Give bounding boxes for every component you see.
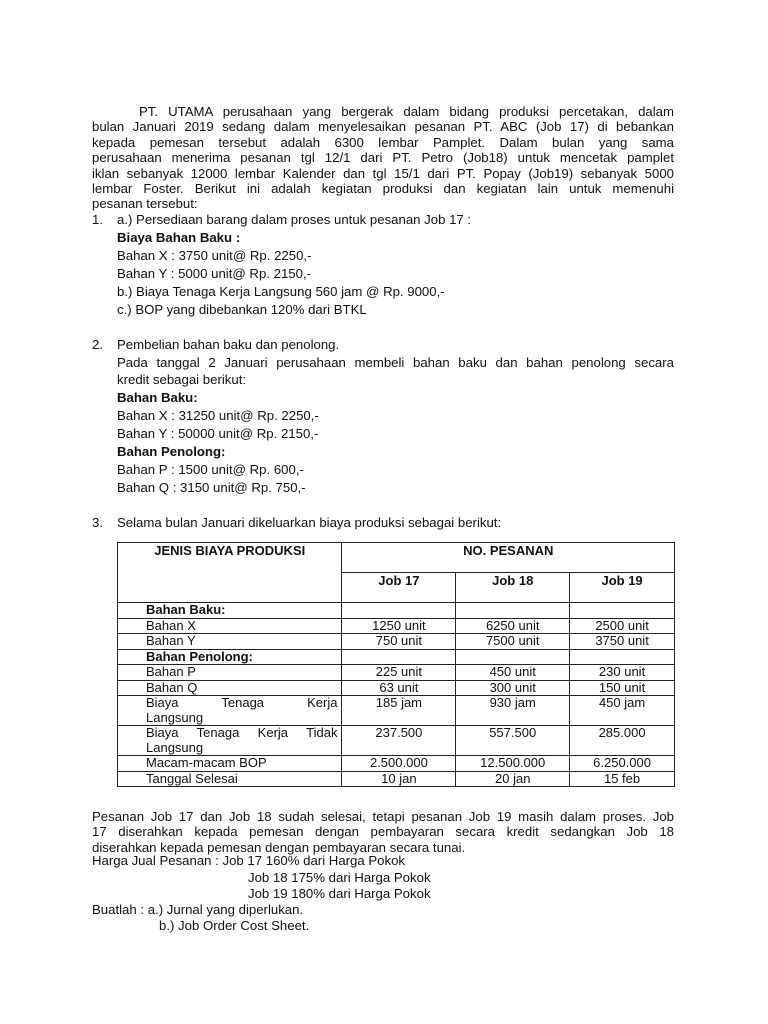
closing-line: 17 diserahkan kepada pemesan dengan pembayaran secara kredit sedangkan Job 18 — [92, 824, 674, 840]
jenis-biaya-header — [118, 543, 342, 603]
row-label-line: Biaya Tenaga Kerja — [146, 695, 338, 710]
row-label: Macam-macam BOP — [118, 756, 342, 772]
closing-line: Pesanan Job 17 dan Job 18 sudah selesai, tetapi pesanan Job 19 masih dalam proses. Job — [92, 809, 674, 824]
item2-bahan-y: Bahan Y : 50000 unit@ Rp. 2150,- — [117, 426, 319, 441]
item2-title: Pembelian bahan baku dan penolong. — [117, 337, 340, 352]
cell-value: 20 jan — [456, 771, 570, 787]
item3-title: Selama bulan Januari dikeluarkan biaya produksi sebagai berikut: — [117, 515, 502, 530]
cell-value: 2500 unit — [570, 618, 675, 634]
cell-value: 12.500.000 — [456, 756, 570, 772]
closing-paragraph — [92, 809, 674, 855]
cell-value: 237.500 — [342, 726, 456, 756]
intro-line: bulan Januari 2019 sedang dalam menyelesaikan pesanan PT. ABC (Job 17) di bebankan — [92, 119, 674, 135]
row-label: Bahan Baku: — [118, 603, 342, 619]
cell-value: 6250 unit — [456, 618, 570, 634]
table-row — [118, 603, 675, 619]
job-header: Job 19 — [570, 573, 675, 603]
harga-jual-line-1: Harga Jual Pesanan : Job 17 160% dari Harga Pokok — [92, 853, 406, 868]
no-pesanan-label: NO. PESANAN — [463, 543, 554, 558]
item1-bahan-y: Bahan Y : 5000 unit@ Rp. 2150,- — [117, 266, 312, 281]
intro-paragraph — [92, 104, 674, 212]
item2-heading-baku: Bahan Baku: — [117, 390, 198, 405]
row-label: Bahan P — [118, 665, 342, 681]
no-pesanan-header — [342, 543, 675, 573]
row-label: Bahan X — [118, 618, 342, 634]
table-row — [118, 680, 675, 696]
harga-jual-line-3: Job 19 180% dari Harga Pokok — [248, 886, 431, 901]
buatlah-line-b: b.) Job Order Cost Sheet. — [159, 918, 310, 933]
cell-value: 557.500 — [456, 726, 570, 756]
cell-value: 930 jam — [456, 696, 570, 726]
row-label: Bahan Y — [118, 634, 342, 650]
cell-value: 300 unit — [456, 680, 570, 696]
cell-value: 225 unit — [342, 665, 456, 681]
cell-value: 2.500.000 — [342, 756, 456, 772]
intro-line: PT. UTAMA perusahaan yang bergerak dalam bidang produksi percetakan, dalam — [139, 104, 674, 119]
row-label: Bahan Q — [118, 680, 342, 696]
closing-line: diserahkan kepada pemesan dengan pembayaran secara tunai. — [92, 839, 466, 855]
row-label-line: Langsung — [146, 709, 204, 725]
cell-value: 63 unit — [342, 680, 456, 696]
production-cost-table — [117, 542, 675, 787]
table-header-row — [118, 543, 675, 573]
table-row — [118, 696, 675, 726]
cell-value: 450 jam — [570, 696, 675, 726]
row-label — [118, 696, 342, 726]
intro-line: iklan sebanyak 12000 lembar Kalender dan tgl 15/1 dari PT. Popay (Job19) sebanyak 5000 — [92, 165, 674, 181]
row-label: Bahan Penolong: — [118, 649, 342, 665]
item1-number: 1. — [92, 212, 103, 227]
cell-value: 450 unit — [456, 665, 570, 681]
buatlah-line-a: Buatlah : a.) Jurnal yang diperlukan. — [92, 902, 304, 917]
harga-jual-line-2: Job 18 175% dari Harga Pokok — [248, 870, 431, 885]
cell-value: 6.250.000 — [570, 756, 675, 772]
cell-value: 1250 unit — [342, 618, 456, 634]
item3-number: 3. — [92, 515, 103, 530]
table-row — [118, 634, 675, 650]
item2-heading-penolong: Bahan Penolong: — [117, 444, 226, 459]
intro-line: kepada pemesan tersebut adalah 6300 lembar Pamplet. Dalam bulan yang sama — [92, 134, 674, 150]
item1-heading: Biaya Bahan Baku : — [117, 230, 241, 245]
row-label-line: Langsung — [146, 739, 204, 755]
job-header: Job 17 — [342, 573, 456, 603]
table-row — [118, 726, 675, 756]
row-label — [118, 726, 342, 756]
intro-line: lembar Foster. Berikut ini adalah kegiatan produksi dan kegiatan lain untuk memenuhi — [92, 181, 674, 197]
intro-line: pesanan tersebut: — [92, 196, 198, 212]
table-row — [118, 649, 675, 665]
cell-value: 185 jam — [342, 696, 456, 726]
item1-line-a: a.) Persediaan barang dalam proses untuk pesanan Job 17 : — [117, 212, 472, 227]
table-row — [118, 756, 675, 772]
intro-line: perusahaan menerima pesanan tgl 12/1 dari PT. Petro (Job18) untuk mencetak pamplet — [92, 150, 674, 166]
item2-desc-line: kredit sebagai berikut: — [117, 372, 247, 387]
table-row — [118, 618, 675, 634]
item2-bahan-p: Bahan P : 1500 unit@ Rp. 600,- — [117, 462, 304, 477]
cell-value: 7500 unit — [456, 634, 570, 650]
row-label-line: Biaya Tenaga Kerja Tidak — [146, 725, 338, 740]
item2-bahan-q: Bahan Q : 3150 unit@ Rp. 750,- — [117, 480, 306, 495]
table-row — [118, 771, 675, 787]
item1-line-b: b.) Biaya Tenaga Kerja Langsung 560 jam @ Rp. 9000,- — [117, 284, 445, 299]
cell-value: 10 jan — [342, 771, 456, 787]
item2-desc-line: Pada tanggal 2 Januari perusahaan membeli bahan baku dan bahan penolong secara — [117, 355, 674, 370]
cell-value: 150 unit — [570, 680, 675, 696]
job-header: Job 18 — [456, 573, 570, 603]
row-label: Tanggal Selesai — [118, 771, 342, 787]
cell-value: 15 feb — [570, 771, 675, 787]
item2-number: 2. — [92, 337, 103, 352]
table-row — [118, 665, 675, 681]
cell-value: 285.000 — [570, 726, 675, 756]
cell-value: 230 unit — [570, 665, 675, 681]
item2-bahan-x: Bahan X : 31250 unit@ Rp. 2250,- — [117, 408, 319, 423]
jenis-biaya-label: JENIS BIAYA PRODUKSI — [154, 543, 306, 558]
item1-bahan-x: Bahan X : 3750 unit@ Rp. 2250,- — [117, 248, 312, 263]
item2-desc — [117, 354, 674, 388]
cell-value: 3750 unit — [570, 634, 675, 650]
cell-value: 750 unit — [342, 634, 456, 650]
item1-line-c: c.) BOP yang dibebankan 120% dari BTKL — [117, 302, 367, 317]
